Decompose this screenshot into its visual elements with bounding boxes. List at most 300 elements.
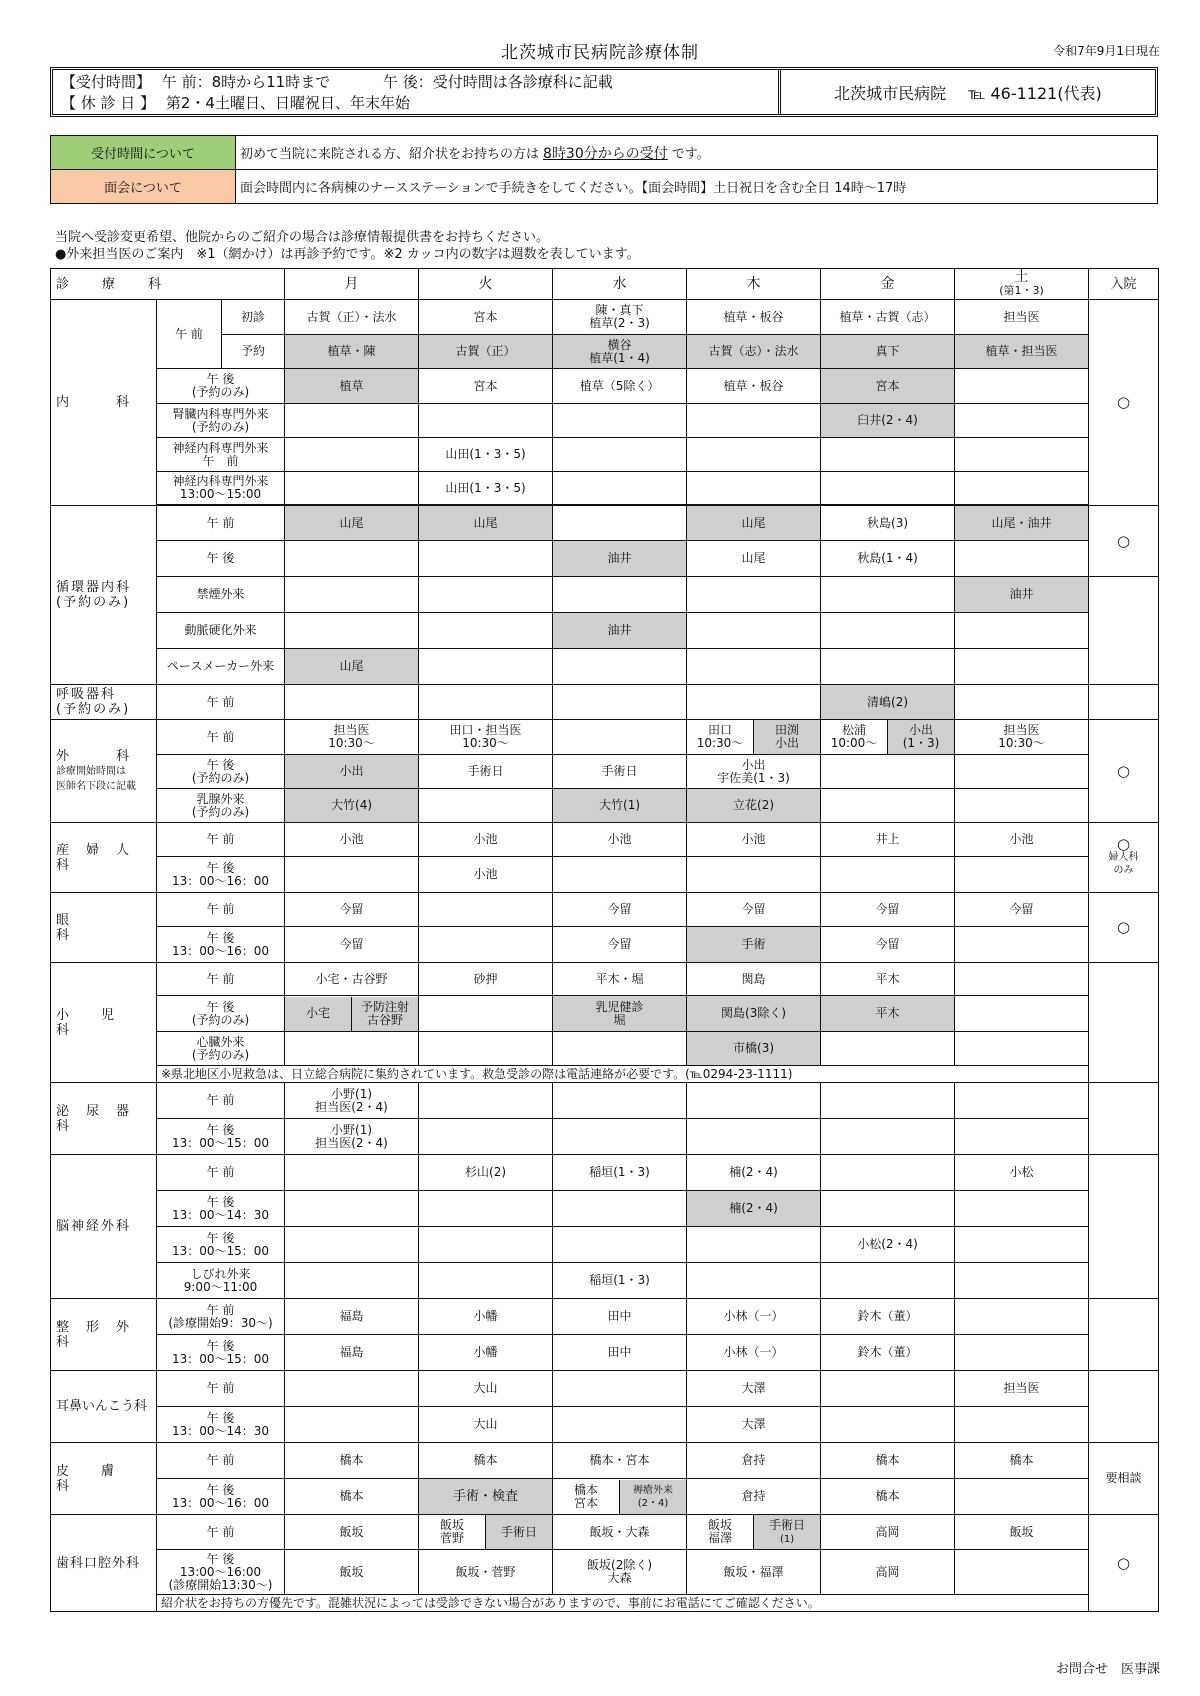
cell [553, 506, 687, 541]
cell [955, 996, 1089, 1032]
cell-line: 飯坂 [440, 1518, 465, 1532]
cell-line: 田口 [708, 723, 733, 737]
slot-am: 午 前 [157, 963, 285, 996]
cell [955, 1119, 1089, 1155]
cell [285, 1083, 419, 1119]
cell [285, 541, 419, 577]
col-thu: 木 [687, 269, 821, 300]
cell [419, 1119, 553, 1155]
cell-line: 堀 [613, 1012, 626, 1027]
shika-note: 紹介状をお持ちの方優先です。混雑状況によっては受診できない場合がありますので、事前にお電話にてご確認ください。 [157, 1595, 1089, 1612]
cell [553, 1407, 687, 1443]
table-row [51, 541, 1159, 577]
slot-pm [157, 369, 285, 404]
cell [821, 857, 955, 893]
dept-shika: 歯科口腔外科 [51, 1515, 157, 1612]
cell: 今留 [821, 927, 955, 963]
cell: 小池 [955, 823, 1089, 857]
cell [955, 1083, 1089, 1119]
cell [553, 1191, 687, 1227]
table-row [51, 1032, 1159, 1066]
cell [821, 577, 955, 613]
col-dept: 診 療 科 [51, 269, 285, 300]
cell-line: 植草(1・4) [589, 350, 650, 365]
table-row [51, 577, 1159, 613]
cell [553, 1083, 687, 1119]
cell-part [419, 1515, 485, 1549]
cell-line: 10:00～ [830, 736, 878, 750]
cell: 山尾 [419, 506, 553, 541]
cell [955, 963, 1089, 996]
slot-breast [157, 789, 285, 823]
cell [285, 1407, 419, 1443]
cell [553, 404, 687, 438]
cell: 小松 [955, 1155, 1089, 1191]
cell-line: 担当医(2・4) [315, 1135, 388, 1150]
cell [955, 1550, 1089, 1595]
cell-line: 担当医(2・4) [315, 1099, 388, 1114]
slot-kidney-sub: (予約のみ) [191, 419, 250, 434]
table-row [51, 613, 1159, 649]
cell [821, 1155, 955, 1191]
cell-split [821, 720, 955, 755]
slot-pm [157, 755, 285, 789]
cell [687, 472, 821, 505]
cell: 大竹(1) [553, 789, 687, 823]
cell [687, 1263, 821, 1299]
cell: 鈴木（董） [821, 1299, 955, 1335]
cell: 福島 [285, 1335, 419, 1371]
cell [419, 720, 553, 755]
dept-shoni: 小 児 科 [51, 963, 157, 1083]
cell: 油井 [955, 577, 1089, 613]
cell [285, 1263, 419, 1299]
visit-info-label: 面会について [51, 170, 236, 204]
slot-pm [157, 1227, 285, 1263]
slot-numb-label: しびれ外来 [190, 1266, 251, 1281]
cell [553, 300, 687, 335]
slot-pm [157, 1119, 285, 1155]
cell: 真下 [821, 335, 955, 369]
cell-part [619, 1480, 686, 1514]
admit-sub: のみ [1113, 865, 1134, 876]
cell [955, 369, 1089, 404]
slot-pm [157, 996, 285, 1032]
slot-heart [157, 1032, 285, 1066]
cell [821, 1191, 955, 1227]
slot-pm [157, 1407, 285, 1443]
slot-neuro-am [157, 438, 285, 472]
admit-empty [1089, 963, 1159, 1083]
cell: 大澤 [687, 1407, 821, 1443]
cell [821, 1032, 955, 1066]
admit-geka: ○ [1089, 720, 1159, 823]
table-row [51, 1335, 1159, 1371]
cell: 立花(2) [687, 789, 821, 823]
cell [285, 1032, 419, 1066]
table-row [51, 438, 1159, 472]
cell-line: 小野(1) [331, 1086, 373, 1101]
cell [419, 541, 553, 577]
table-row [51, 1155, 1159, 1191]
cell: 秋島(1・4) [821, 541, 955, 577]
cell [955, 472, 1089, 505]
slot-pm-sub: 13：00～14：30 [171, 1207, 270, 1222]
slot-pm-label: 午 後 [206, 1551, 235, 1566]
cell: 関島(3除く) [687, 996, 821, 1032]
cell [955, 613, 1089, 649]
cell [687, 649, 821, 685]
cell [419, 893, 553, 927]
cell: 小林（一） [687, 1299, 821, 1335]
closed-days: 第2・4土曜日、日曜祝日、年末年始 [165, 94, 410, 112]
cell: 植草・板谷 [687, 369, 821, 404]
reception-info-text [236, 136, 1158, 170]
col-mon: 月 [285, 269, 419, 300]
cell [419, 649, 553, 685]
table-row [51, 1119, 1159, 1155]
table-row [51, 963, 1159, 996]
col-fri: 金 [821, 269, 955, 300]
cell-line: 褥瘡外来 [633, 1484, 674, 1496]
cell [687, 685, 821, 720]
cell-line: 植草(2・3) [589, 316, 650, 330]
dept-hinyo: 泌 尿 器 科 [51, 1083, 157, 1155]
admit-empty [1089, 685, 1159, 720]
cell: 担当医 [955, 1371, 1089, 1407]
cell: 平木 [821, 996, 955, 1032]
cell [955, 541, 1089, 577]
dept-sanfu: 産 婦 人 科 [51, 823, 157, 893]
slot-am: 午 前 [157, 1083, 285, 1119]
table-row [51, 472, 1159, 505]
page-title: 北茨城市民病院診療体制 [501, 43, 699, 63]
cell [285, 404, 419, 438]
cell [285, 1191, 419, 1227]
slot-athero: 動脈硬化外来 [157, 613, 285, 649]
slot-pm-sub: 13：00～14：30 [171, 1423, 270, 1438]
slot-neuro-am-label: 神経内科専門外来 [172, 440, 269, 455]
cell: 鈴木（董） [821, 1335, 955, 1371]
cell-split [285, 996, 419, 1032]
cell [821, 613, 955, 649]
slot-kidney [157, 404, 285, 438]
cell: 小池 [419, 857, 553, 893]
cell-part [553, 1480, 619, 1514]
col-sat-label: 土 [1014, 269, 1029, 285]
dept-hifu: 皮 膚 科 [51, 1443, 157, 1515]
cell [553, 472, 687, 505]
slot-pacer: ペースメーカー外来 [157, 649, 285, 685]
cell: 福島 [285, 1299, 419, 1335]
cell [419, 1032, 553, 1066]
table-row [51, 927, 1159, 963]
dept-kokyu-name: 呼吸器科 [56, 687, 117, 702]
cell: 植草（5除く） [553, 369, 687, 404]
admit-empty [1089, 1299, 1159, 1371]
reception-pm: 午 後：受付時間は各診療科に記載 [382, 73, 613, 91]
cell: 小松(2・4) [821, 1227, 955, 1263]
cell [955, 685, 1089, 720]
dept-kokyu [51, 685, 157, 720]
slot-pm-sub: 13：00～15：00 [171, 1135, 270, 1150]
cell [553, 996, 687, 1032]
cell-line: 田口・担当医 [449, 723, 522, 737]
cell: 倉持 [687, 1479, 821, 1515]
col-admit: 入院 [1089, 269, 1159, 300]
cell-line: 10:30～ [462, 736, 509, 750]
cell [687, 577, 821, 613]
dept-ganka: 眼 科 [51, 893, 157, 963]
slot-pm-label: 午 後 [206, 860, 235, 875]
dept-geka-sub1: 診療開始時間は [56, 765, 126, 777]
cell: 稲垣(1・3) [553, 1263, 687, 1299]
cell: 清嶋(2) [821, 685, 955, 720]
cell [955, 1479, 1089, 1515]
cell: 山尾 [285, 649, 419, 685]
table-row [51, 685, 1159, 720]
dept-geka-sub2: 医師名下段に記載 [56, 780, 136, 792]
table-row [51, 1479, 1159, 1515]
cell [955, 1227, 1089, 1263]
cell [553, 720, 687, 755]
cell: 植草 [285, 369, 419, 404]
cell [419, 404, 553, 438]
cell: 臼井(2・4) [821, 404, 955, 438]
slot-pm-sub: 13：00～16：00 [171, 943, 270, 958]
cell: 山田(1・3・5) [419, 472, 553, 505]
table-row [51, 996, 1159, 1032]
cell [955, 1407, 1089, 1443]
cell-line: 宮本 [574, 1495, 599, 1510]
cell: 飯坂 [285, 1515, 419, 1550]
slot-am: 午 前 [157, 1443, 285, 1479]
slot-neuro-am-sub: 午 前 [202, 453, 239, 468]
cell: 今留 [687, 893, 821, 927]
cell [955, 649, 1089, 685]
cell [285, 1119, 419, 1155]
cell: 大山 [419, 1371, 553, 1407]
slot-pm-label: 午 後 [206, 1230, 235, 1245]
cell: 平木 [821, 963, 955, 996]
info-table [50, 135, 1158, 204]
reception-info-row [51, 136, 1158, 170]
table-row [51, 1263, 1159, 1299]
dept-geka-name: 外 科 [56, 748, 132, 764]
admit-junkan: ○ [1089, 506, 1159, 577]
cell [955, 404, 1089, 438]
slot-am: 午 前 [157, 720, 285, 755]
cell: 飯坂 [955, 1515, 1089, 1550]
cell [821, 649, 955, 685]
cell: 小宅・古谷野 [285, 963, 419, 996]
reception-info-label: 受付時間について [51, 136, 236, 170]
slot-pm-label: 午 後 [206, 372, 235, 386]
slot-reserve: 予約 [222, 335, 285, 369]
cell: 飯坂・菅野 [419, 1550, 553, 1595]
dept-junkan-name: 循環器内科 [56, 580, 132, 595]
reception-info-post: です。 [671, 146, 710, 162]
cell-line: 小野(1) [331, 1122, 373, 1137]
cell-line: 10:30～ [328, 736, 375, 750]
cell: 小林（一） [687, 1335, 821, 1371]
note-line-1: 当院へ受診変更希望、他院からのご紹介の場合は診療情報提供書をお持ちください。 [55, 230, 550, 245]
slot-pm [157, 927, 285, 963]
slot-pm-sub: 13：00～15：00 [171, 1243, 270, 1258]
cell [553, 335, 687, 369]
slot-pm-sub: (予約のみ) [191, 770, 250, 785]
table-row [51, 649, 1159, 685]
cell [553, 438, 687, 472]
cell [419, 927, 553, 963]
note-line-2: ●外来担当医のご案内 ※1（網かけ）は再診予約です。※2 カッコ内の数字は週数を表しています。 [55, 247, 640, 262]
admit-empty [1089, 1083, 1159, 1155]
cell: 砂押 [419, 963, 553, 996]
cell [285, 1227, 419, 1263]
cell-part [687, 1515, 753, 1549]
slot-am-label: 午 前 [206, 1302, 235, 1317]
col-tue: 火 [419, 269, 553, 300]
cell: 今留 [553, 927, 687, 963]
cell [687, 1083, 821, 1119]
cell-line: 小出 [741, 757, 766, 772]
slot-heart-label: 心臓外来 [196, 1034, 245, 1049]
cell [419, 577, 553, 613]
table-row [51, 755, 1159, 789]
cell [955, 1299, 1089, 1335]
slot-pm: 午 後 [157, 541, 285, 577]
slot-am: 午 前 [157, 685, 285, 720]
visit-info-text: 面会時間内に各病棟のナースステーションで手続きをしてください。【面会時間】土日祝日を含む全日 14時～17時 [236, 170, 1158, 204]
slot-pm-label: 午 後 [206, 1338, 235, 1353]
cell: 古賀（正） [419, 335, 553, 369]
slot-am: 午 前 [157, 1515, 285, 1550]
slot-pm-sub: 13：00～16：00 [171, 1495, 270, 1510]
cell: 橋本 [821, 1479, 955, 1515]
visit-info-row [51, 170, 1158, 204]
cell: 手術 [687, 927, 821, 963]
slot-pm-label: 午 後 [206, 1122, 235, 1137]
cell: 橋本 [821, 1443, 955, 1479]
cell: 今留 [821, 893, 955, 927]
col-sat-sub: (第1・3) [999, 284, 1044, 297]
table-row [51, 857, 1159, 893]
cell-line: 小出 [909, 723, 934, 737]
cell-line: 大森 [607, 1571, 632, 1585]
table-row [51, 1371, 1159, 1407]
cell-line: 古谷野 [367, 1012, 404, 1027]
cell: 植草・板谷 [687, 300, 821, 335]
hospital-contact [781, 70, 1155, 114]
table-row [51, 1083, 1159, 1119]
cell [687, 438, 821, 472]
slot-neuro-pm-label: 神経内科専門外来 [172, 474, 269, 488]
cell [955, 1263, 1089, 1299]
cell [285, 438, 419, 472]
col-wed: 水 [553, 269, 687, 300]
table-row [51, 1227, 1159, 1263]
cell: 今留 [955, 893, 1089, 927]
slot-pm-label: 午 後 [206, 1194, 235, 1209]
cell: 市橋(3) [687, 1032, 821, 1066]
reception-summary [53, 70, 781, 114]
slot-smoke: 禁煙外来 [157, 577, 285, 613]
cell [955, 789, 1089, 823]
contact-footer: お問合せ 医事課 [1055, 1662, 1160, 1677]
cell [419, 1227, 553, 1263]
cell-line: 橋本 [574, 1482, 599, 1497]
dept-kokyu-sub: (予約のみ) [56, 702, 131, 717]
cell: 田中 [553, 1299, 687, 1335]
slot-pm-sub: 13：00～16：00 [171, 873, 270, 888]
cell: 小池 [687, 823, 821, 857]
cell [687, 1227, 821, 1263]
cell [955, 927, 1089, 963]
cell [285, 720, 419, 755]
cell: 手術・検査 [419, 1479, 553, 1515]
cell-part [687, 720, 753, 754]
cell [419, 996, 553, 1032]
cell: 手術日 [419, 755, 553, 789]
admit-sub: 婦人科 [1108, 852, 1139, 863]
slot-pm-sub: 13:00～16:00 [179, 1564, 262, 1579]
cell: 宮本 [821, 369, 955, 404]
cell-line: (1) [779, 1533, 795, 1545]
cell [821, 1119, 955, 1155]
cell: 大山 [419, 1407, 553, 1443]
cell: 今留 [553, 893, 687, 927]
cell-line: 10:30～ [998, 736, 1045, 750]
table-row [51, 1066, 1159, 1083]
admit-empty [1089, 1155, 1159, 1299]
cell [821, 1083, 955, 1119]
cell [955, 1335, 1089, 1371]
cell: 関島 [687, 963, 821, 996]
reception-info-pre: 初めて当院に来院される方、紹介状をお持ちの方は [240, 146, 540, 162]
cell-split [687, 720, 821, 755]
dept-jibi: 耳鼻いんこう科 [51, 1371, 157, 1443]
cell [955, 1191, 1089, 1227]
table-row [51, 1191, 1159, 1227]
table-row [51, 506, 1159, 541]
cell [821, 1371, 955, 1407]
slot-numb-sub: 9:00～11:00 [183, 1279, 258, 1294]
cell [285, 613, 419, 649]
table-row [51, 1299, 1159, 1335]
cell [285, 577, 419, 613]
cell-part [351, 997, 418, 1031]
cell: 小池 [285, 823, 419, 857]
cell [821, 438, 955, 472]
cell: 小出 [285, 755, 419, 789]
cell: 小幡 [419, 1335, 553, 1371]
slot-am: 午 前 [157, 300, 222, 369]
cell [687, 1119, 821, 1155]
slot-pm-sub: (診療開始13:30～) [168, 1577, 273, 1592]
admit-sanfu [1089, 823, 1159, 893]
cell-line: 陳・真下 [595, 303, 644, 317]
cell: 山尾 [687, 506, 821, 541]
dept-naika: 内 科 [51, 300, 157, 506]
notes [55, 229, 640, 263]
table-row [51, 404, 1159, 438]
slot-am: 午 前 [157, 823, 285, 857]
admit-ganka: ○ [1089, 893, 1159, 963]
cell-line: 飯坂 [708, 1518, 733, 1532]
cell [955, 1032, 1089, 1066]
col-sat [955, 269, 1089, 300]
table-row [51, 1595, 1159, 1612]
